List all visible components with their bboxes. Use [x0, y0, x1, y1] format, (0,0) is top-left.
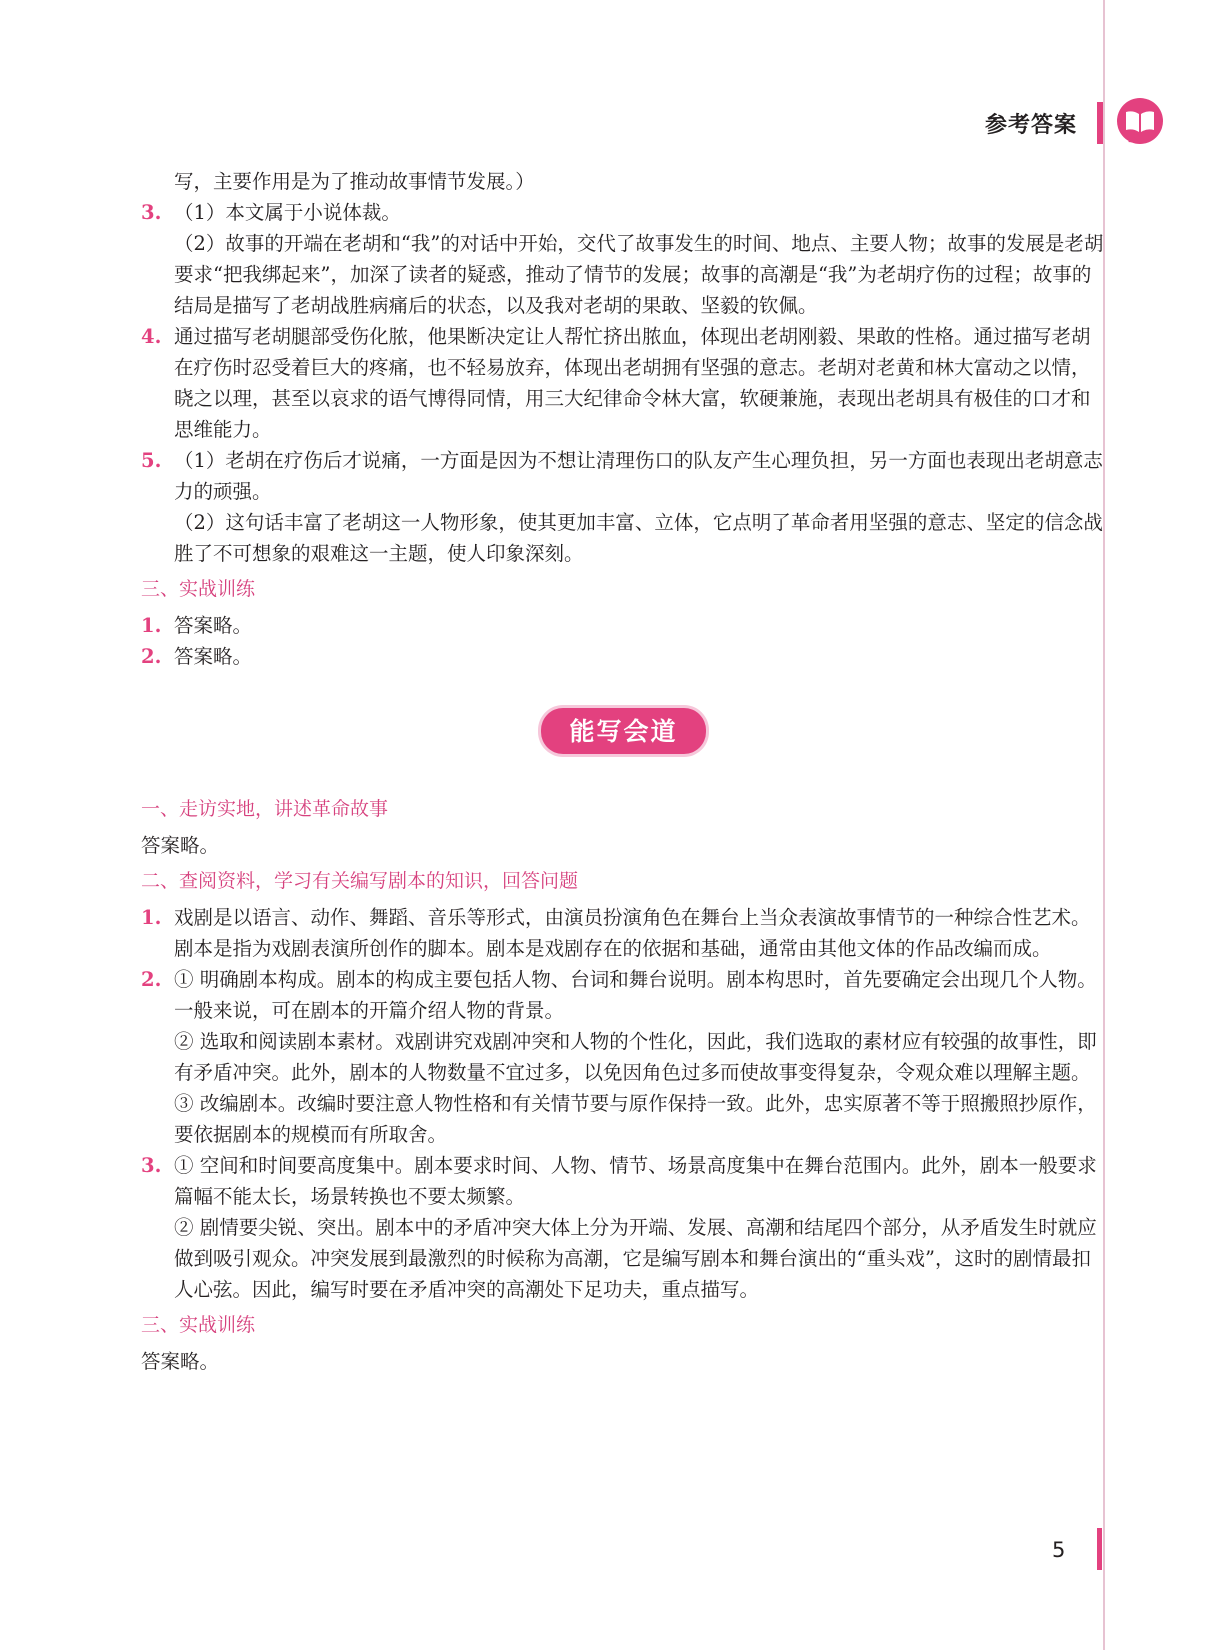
answer-item-3: [141, 197, 1106, 321]
answer-paragraph: ③ 改编剧本。改编时要注意人物性格和有关情节要与原作保持一致。此外，忠实原著不等于照搬照抄原作，要依据剧本的规模而有所取舍。: [174, 1092, 1097, 1146]
answer-item-2: [141, 641, 1106, 672]
continuation-text: 写，主要作用是为了推动故事情节发展。）: [174, 170, 535, 193]
item-number: 4.: [141, 325, 162, 348]
answer-paragraph: ① 空间和时间要高度集中。剧本要求时间、人物、情节、场景高度集中在舞台范围内。此外，剧本一般要求篇幅不能太长，场景转换也不要太频繁。: [174, 1154, 1097, 1208]
answer-paragraph: 通过描写老胡腿部受伤化脓，他果断决定让人帮忙挤出脓血，体现出老胡刚毅、果敢的性格。通过描写老胡在疗伤时忍受着巨大的疼痛，也不轻易放弃，体现出老胡拥有坚强的意志。老胡对老黄和林大富动之以情，晓之以理，甚至以哀求的语气博得同情，用三大纪律命令林大富，软硬兼施，表现出老胡具有极佳的口才和思维能力。: [174, 325, 1091, 441]
page-number: 5: [1052, 1538, 1066, 1562]
answer-item-3: [141, 1150, 1106, 1305]
section-pill: 能写会道: [541, 708, 705, 754]
item-number: 2.: [141, 968, 162, 991]
section-banner: [141, 708, 1106, 754]
answer-paragraph: 戏剧是以语言、动作、舞蹈、音乐等形式，由演员扮演角色在舞台上当众表演故事情节的一种综合性艺术。剧本是指为戏剧表演所创作的脚本。剧本是戏剧存在的依据和基础，通常由其他文体的作品改编而成。: [174, 906, 1091, 960]
item-number: 5.: [141, 449, 162, 472]
item-number: 3.: [141, 201, 162, 224]
answer-paragraph: ② 选取和阅读剧本素材。戏剧讲究戏剧冲突和人物的个性化，因此，我们选取的素材应有较强的故事性，即有矛盾冲突。此外，剧本的人物数量不宜过多，以免因角色过多而使故事变得复杂，令观众难以理解主题。: [174, 1030, 1097, 1084]
item-number: 1.: [141, 614, 162, 637]
answer-item-2: [141, 964, 1106, 1150]
item-number: 3.: [141, 1154, 162, 1177]
answer-paragraph: 答案略。: [174, 645, 253, 668]
answer-item-4: [141, 321, 1106, 445]
answer-item-1: [141, 902, 1106, 964]
answer-paragraph: （2）这句话丰富了老胡这一人物形象，使其更加丰富、立体，它点明了革命者用坚强的意志、坚定的信念战胜了不可想象的艰难这一主题，使人印象深刻。: [174, 511, 1103, 565]
answer-item-5: [141, 445, 1106, 569]
answer-paragraph: （1）老胡在疗伤后才说痛，一方面是因为不想让清理伤口的队友产生心理负担，另一方面也表现出老胡意志力的顽强。: [174, 449, 1103, 503]
item-number: 2.: [141, 645, 162, 668]
answer-item-1: [141, 610, 1106, 641]
header-title: 参考答案: [985, 113, 1078, 138]
answer-paragraph: ② 剧情要尖锐、突出。剧本中的矛盾冲突大体上分为开端、发展、高潮和结尾四个部分，从矛盾发生时就应做到吸引观众。冲突发展到最激烈的时候称为高潮，它是编写剧本和舞台演出的“重头戏”，这时的剧情最扣人心弦。因此，编写时要在矛盾冲突的高潮处下足功夫，重点描写。: [174, 1216, 1097, 1301]
answer-paragraph: 答案略。: [174, 614, 253, 637]
book-icon: [1114, 97, 1166, 149]
item-number: 1.: [141, 906, 162, 929]
section-heading: 一、走访实地，讲述革命故事: [141, 798, 389, 820]
answer-content: [141, 166, 1106, 1377]
section-heading: 三、实战训练: [141, 578, 256, 600]
answer-paragraph: ① 明确剧本构成。剧本的构成主要包括人物、台词和舞台说明。剧本构思时，首先要确定会出现几个人物。一般来说，可在剧本的开篇介绍人物的背景。: [174, 968, 1097, 1022]
section-heading: 二、查阅资料，学习有关编写剧本的知识，回答问题: [141, 870, 579, 892]
header-accent-bar: [1097, 102, 1103, 144]
answer-paragraph: （2）故事的开端在老胡和“我”的对话中开始，交代了故事发生的时间、地点、主要人物；故事的发展是老胡要求“把我绑起来”，加深了读者的疑惑，推动了情节的发展；故事的高潮是“我”为老胡疗伤的过程；故事的结局是描写了老胡战胜病痛后的状态，以及我对老胡的果敢、坚毅的钦佩。: [174, 232, 1104, 317]
section-heading: 三、实战训练: [141, 1314, 256, 1336]
footer-accent-bar: [1097, 1528, 1102, 1570]
answer-paragraph: （1）本文属于小说体裁。: [174, 201, 401, 224]
answer-paragraph: 答案略。: [141, 1350, 220, 1373]
answer-paragraph: 答案略。: [141, 834, 220, 857]
